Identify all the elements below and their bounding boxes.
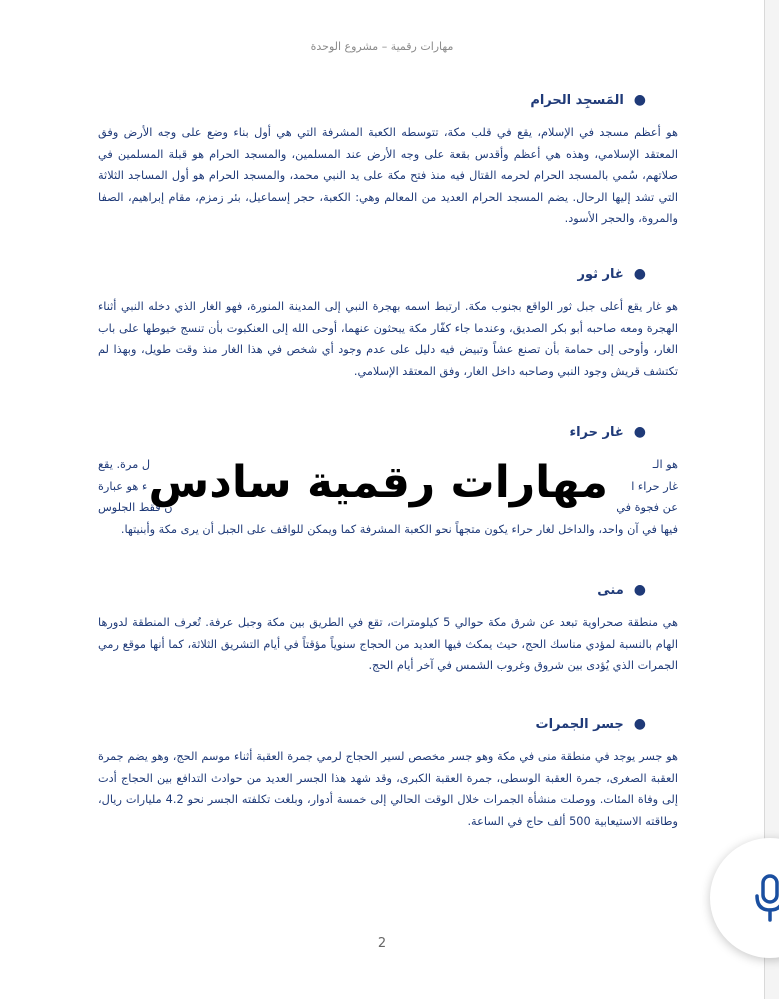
page-number: 2 [377,936,387,951]
microphone-icon [754,874,779,922]
section-title: منى [597,582,624,598]
paragraph-line: فيها في آن واحد، والداخل لغار حراء يكون متجهاً نحو الكعبة المشرفة كما ويمكن للواقف على الجبل أن يرى مكة وأبنيتها. [120,522,678,536]
section-heading [98,92,678,108]
bullet-icon: ● [633,716,646,732]
section-title: جسر الجمرات [535,716,624,732]
section-paragraph: هو غار يقع أعلى جبل ثور الواقع بجنوب مكة. ارتبط اسمه بهجرة النبي إلى المدينة المنورة، فهو الغار الذي دخله النبي أثناء الهجرة ومعه صاحبه أبو بكر الصديق، وعندما جاء كفّار مكة يبحثون عنهما، أوحى الله إلى العنكبوت بأن تنسج خيوطها على باب الغار، وأوحى إلى حمامة بأن تصنع عشاً وتبيض فيه دليل على عدم وجود أي شخص في هذا الغار منذ وقت طويل، وبهذا لم تكتشف قريش وجود النبي وصاحبه داخل الغار، وفق المعتقد الإسلامي. [98,300,678,378]
line-fragment: ء هو عبارة [98,479,148,493]
section-heading [98,716,678,732]
section-mina [98,582,678,677]
section-jamarat-bridge [98,716,678,832]
section-masjid-haram [98,92,678,230]
section-paragraph: هو أعظم مسجد في الإسلام، يقع في قلب مكة، تتوسطه الكعبة المشرفة التي هي أول بناء وضع على وجه الأرض وفق المعتقد الإسلامي، وهذه هي أعظم وأقدس بقعة على وجه الأرض عند المسلمين، والمسجد الحرام هو قبلة المسلمين في صلاتهم، سُمي بالمسجد الحرام لحرمه القتال فيه منذ فتح مكة على يد النبي محمد، والمسجد الحرام هو أول المساجد الثلاثة التي تشد إليها الرحال. يضم المسجد الحرام العديد من المعالم وهي: الكعبة، حجر إسماعيل، بئر زمزم، مقام إبراهيم، الصفا والمروة، والحجر الأسود. [98,126,678,225]
bullet-icon: ● [633,266,646,282]
section-heading [98,266,678,282]
section-heading [98,582,678,598]
bullet-icon: ● [633,582,646,598]
line-fragment: غار حراء ا [631,479,678,493]
section-title: المَسجِد الحرام [530,92,624,108]
section-title: غار ثور [577,266,624,282]
line-fragment: ل مرة. يقع [98,458,151,471]
section-ghar-thawr [98,266,678,382]
bullet-icon: ● [633,424,646,440]
bullet-icon: ● [633,92,646,108]
line-fragment: هو الـ [652,458,678,471]
section-title: غار حراء [569,424,624,440]
section-heading [98,424,678,440]
page-header: مهارات رقمية – مشروع الوحدة [310,40,454,53]
line-fragment: عن فجوة في [616,501,678,514]
line-fragment: ن فقط الجلوس [98,501,173,514]
section-paragraph: هو جسر يوجد في منطقة منى في مكة وهو جسر مخصص لسير الحجاج لرمي جمرة العقبة أثناء موسم الحج، وهو يضم جمرة العقبة الصغرى، جمرة العقبة الوسطى، جمرة العقبة الكبرى، وقد شهد هذا الجسر العديد من حوادث التدافع بين الحجاج أدت إلى وفاة المئات. ووصلت منشأة الجمرات خلال الوقت الحالي إلى خمسة أدوار، وبلغت تكلفته الجسر نحو 4.2 مليارات ريال، وطاقته الاستيعابية 500 ألف حاج في الساعة. [98,750,679,828]
title-overlay: مهارات رقمية سادس [178,448,608,518]
section-paragraph: هي منطقة صحراوية تبعد عن شرق مكة حوالي 5 كيلومترات، تقع في الطريق بين مكة وجبل عرفة. تُعرف المنطقة لدورها الهام بالنسبة لمؤدي مناسك الحج، حيث يمكث فيها العديد من الحجاج سنوياً مؤقتاً في أيام التشريق الثلاثة، كما أنها موقع رمي الجمرات الذي يُؤدى بين شروق وغروب الشمس في آخر أيام الحج. [98,616,678,672]
